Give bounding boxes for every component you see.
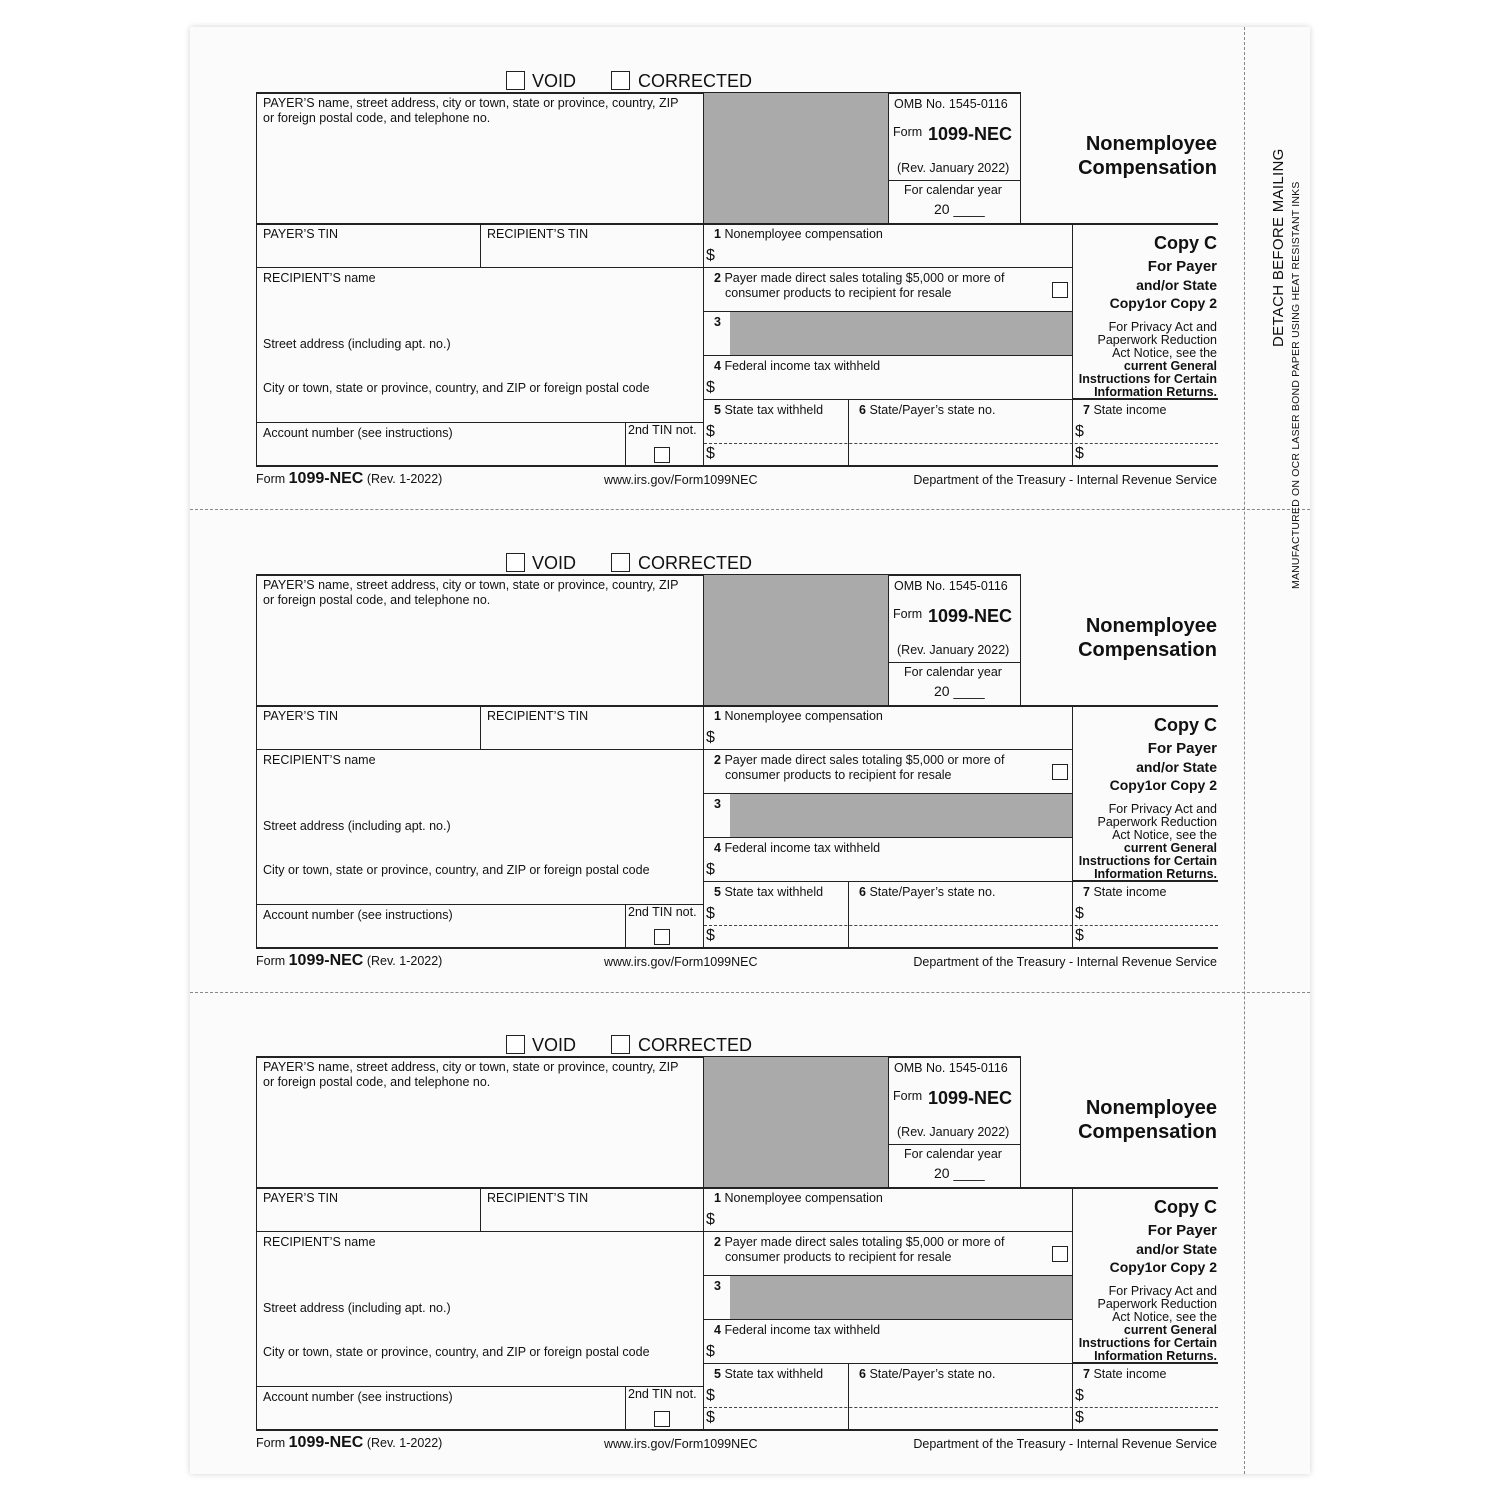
form-title: Nonemployee xyxy=(1085,133,1217,155)
corrected-checkbox[interactable] xyxy=(611,71,630,90)
privacy-notice: Instructions for Certain xyxy=(1078,854,1217,868)
box7-label: 7 State income xyxy=(1083,403,1167,417)
payer-name-label: PAYER’S name, street address, city or town, state or province, country, ZIP xyxy=(263,578,679,592)
void-checkbox[interactable] xyxy=(506,1035,525,1054)
box2-checkbox[interactable] xyxy=(1052,764,1068,780)
row-rule xyxy=(256,705,1218,707)
box1-dollar: $ xyxy=(706,247,715,264)
copy-state: and/or State xyxy=(1136,1241,1217,1257)
row-rule xyxy=(703,837,1072,838)
box3-gray xyxy=(730,794,1072,837)
void-label: VOID xyxy=(532,71,577,91)
omb-left-rule xyxy=(888,92,889,224)
account-number-label: Account number (see instructions) xyxy=(263,426,453,440)
omb-left-rule xyxy=(888,574,889,706)
footer-url[interactable]: www.irs.gov/Form1099NEC xyxy=(604,955,758,969)
box2-label: 2 Payer made direct sales totaling $5,000 or more of xyxy=(714,753,1005,767)
privacy-notice: current General xyxy=(1123,359,1217,373)
box5-dollar: $ xyxy=(706,423,715,440)
box1-dollar: $ xyxy=(706,1211,715,1228)
box2-checkbox[interactable] xyxy=(1052,1246,1068,1262)
privacy-notice: Paperwork Reduction xyxy=(1097,333,1217,347)
privacy-notice: For Privacy Act and xyxy=(1108,1284,1217,1298)
row-rule xyxy=(703,1363,1218,1364)
omb-right-rule xyxy=(1020,574,1021,706)
privacy-notice: Paperwork Reduction xyxy=(1097,815,1217,829)
dashed-rule xyxy=(704,1407,1218,1408)
copy-for: For Payer xyxy=(1147,1222,1217,1239)
privacy-notice: Information Returns. xyxy=(1094,1349,1217,1363)
gray-area xyxy=(704,93,888,224)
form-1099-nec xyxy=(190,509,1310,991)
box6-label: 6 State/Payer’s state no. xyxy=(859,1367,996,1381)
form-title: Nonemployee xyxy=(1085,615,1217,637)
box1-label: 1 Nonemployee compensation xyxy=(714,227,883,241)
tin-divider xyxy=(480,705,481,749)
row-rule xyxy=(703,749,1072,750)
gray-area xyxy=(704,575,888,706)
recipient-name-label: RECIPIENT’S name xyxy=(263,1235,376,1249)
box5-label: 5 State tax withheld xyxy=(714,403,824,417)
void-label: VOID xyxy=(532,1035,577,1055)
left-rule xyxy=(256,1056,257,1430)
notice-rule xyxy=(1073,1362,1218,1363)
box3-gray xyxy=(730,1276,1072,1319)
omb-divider xyxy=(888,662,1020,663)
box6-label: 6 State/Payer’s state no. xyxy=(859,885,996,899)
omb-number: OMB No. 1545-0116 xyxy=(894,97,1008,111)
corrected-label: CORRECTED xyxy=(638,1035,753,1055)
privacy-notice: For Privacy Act and xyxy=(1108,802,1217,816)
void-checkbox[interactable] xyxy=(506,553,525,572)
street-address-label: Street address (including apt. no.) xyxy=(263,819,451,833)
tin-not-divider xyxy=(625,422,626,466)
payer-name-label: or foreign postal code, and telephone no. xyxy=(263,1075,491,1089)
payer-tin-label: PAYER’S TIN xyxy=(263,1191,339,1205)
footer-url[interactable]: www.irs.gov/Form1099NEC xyxy=(604,473,758,487)
corrected-checkbox[interactable] xyxy=(611,1035,630,1054)
box1-label: 1 Nonemployee compensation xyxy=(714,709,883,723)
account-number-label: Account number (see instructions) xyxy=(263,1390,453,1404)
top-rule xyxy=(256,574,1021,576)
row-rule xyxy=(256,267,703,268)
form-title: Nonemployee xyxy=(1085,1097,1217,1119)
calendar-year-label: For calendar year xyxy=(904,665,1002,679)
footer-department: Department of the Treasury - Internal Revenue Service xyxy=(913,473,1217,487)
privacy-notice: Act Notice, see the xyxy=(1112,828,1217,842)
gray-area xyxy=(704,1057,888,1188)
row-rule xyxy=(256,1231,703,1232)
row-rule xyxy=(703,1231,1072,1232)
box7-label: 7 State income xyxy=(1083,1367,1167,1381)
recipient-tin-label: RECIPIENT’S TIN xyxy=(487,227,589,241)
form-word: Form xyxy=(893,125,923,139)
box3-number: 3 xyxy=(714,797,721,811)
footer-url[interactable]: www.irs.gov/Form1099NEC xyxy=(604,1437,758,1451)
city-label: City or town, state or province, country, and ZIP or foreign postal code xyxy=(263,863,650,877)
box3-number: 3 xyxy=(714,315,721,329)
box2-label: 2 Payer made direct sales totaling $5,000 or more of xyxy=(714,1235,1005,1249)
bottom-rule xyxy=(256,465,1218,467)
form-title: Compensation xyxy=(1078,1121,1217,1143)
tin-not-checkbox[interactable] xyxy=(654,929,670,945)
recipient-tin-label: RECIPIENT’S TIN xyxy=(487,709,589,723)
row-rule xyxy=(256,1187,1218,1189)
notice-rule xyxy=(1073,880,1218,881)
form-1099-nec xyxy=(190,991,1310,1473)
form-number: 1099-NEC xyxy=(928,1088,1013,1108)
form-word: Form xyxy=(893,1089,923,1103)
box3-gray xyxy=(730,312,1072,355)
omb-number: OMB No. 1545-0116 xyxy=(894,579,1008,593)
copy-title: Copy C xyxy=(1154,233,1217,253)
footer-form-id: Form 1099-NEC (Rev. 1-2022) xyxy=(256,952,443,969)
box7-dollar: $ xyxy=(1075,905,1084,922)
box2-label: consumer products to recipient for resale xyxy=(725,1250,952,1264)
box5-dollar: $ xyxy=(706,1409,715,1426)
tin-not-divider xyxy=(625,1386,626,1430)
box6-rule xyxy=(848,1363,849,1430)
box3-number: 3 xyxy=(714,1279,721,1293)
tin-not-checkbox[interactable] xyxy=(654,447,670,463)
form-number: 1099-NEC xyxy=(928,124,1013,144)
box4-dollar: $ xyxy=(706,861,715,878)
privacy-notice: Act Notice, see the xyxy=(1112,1310,1217,1324)
omb-right-rule xyxy=(1020,92,1021,224)
copy-12: Copy1or Copy 2 xyxy=(1109,295,1217,311)
copy-12: Copy1or Copy 2 xyxy=(1109,777,1217,793)
account-number-label: Account number (see instructions) xyxy=(263,908,453,922)
street-address-label: Street address (including apt. no.) xyxy=(263,1301,451,1315)
box5-label: 5 State tax withheld xyxy=(714,1367,824,1381)
copy-state: and/or State xyxy=(1136,759,1217,775)
form-revision: (Rev. January 2022) xyxy=(897,1125,1010,1139)
calendar-year-field[interactable]: 20 ____ xyxy=(934,683,985,699)
corrected-label: CORRECTED xyxy=(638,71,753,91)
copy-for: For Payer xyxy=(1147,258,1217,275)
footer-department: Department of the Treasury - Internal Revenue Service xyxy=(913,955,1217,969)
box7-dollar: $ xyxy=(1075,1409,1084,1426)
bottom-rule xyxy=(256,947,1218,949)
payer-name-label: PAYER’S name, street address, city or town, state or province, country, ZIP xyxy=(263,96,679,110)
privacy-notice: Instructions for Certain xyxy=(1078,1336,1217,1350)
omb-divider xyxy=(888,180,1020,181)
row-rule xyxy=(256,749,703,750)
tin-not-label: 2nd TIN not. xyxy=(628,905,697,919)
top-rule xyxy=(256,92,1021,94)
form-revision: (Rev. January 2022) xyxy=(897,643,1010,657)
calendar-year-label: For calendar year xyxy=(904,183,1002,197)
privacy-notice: For Privacy Act and xyxy=(1108,320,1217,334)
box4-label: 4 Federal income tax withheld xyxy=(714,359,881,373)
form-1099-nec xyxy=(190,27,1310,509)
calendar-year-field[interactable]: 20 ____ xyxy=(934,1165,985,1181)
top-rule xyxy=(256,1056,1021,1058)
copy-for: For Payer xyxy=(1147,740,1217,757)
corrected-checkbox[interactable] xyxy=(611,553,630,572)
row-rule xyxy=(256,223,1218,225)
box6-rule xyxy=(848,881,849,948)
form-number: 1099-NEC xyxy=(928,606,1013,626)
detach-note: DETACH BEFORE MAILING xyxy=(1270,148,1287,347)
omb-left-rule xyxy=(888,1056,889,1188)
payer-tin-label: PAYER’S TIN xyxy=(263,227,339,241)
dashed-rule xyxy=(704,925,1218,926)
dashed-rule xyxy=(704,443,1218,444)
footer-form-id: Form 1099-NEC (Rev. 1-2022) xyxy=(256,1434,443,1451)
omb-divider xyxy=(888,1144,1020,1145)
box1-dollar: $ xyxy=(706,729,715,746)
box5-dollar: $ xyxy=(706,905,715,922)
city-label: City or town, state or province, country, and ZIP or foreign postal code xyxy=(263,381,650,395)
copy-12: Copy1or Copy 2 xyxy=(1109,1259,1217,1275)
row-rule xyxy=(703,1319,1072,1320)
box2-label: consumer products to recipient for resale xyxy=(725,768,952,782)
form-title: Compensation xyxy=(1078,157,1217,179)
box5-dollar: $ xyxy=(706,927,715,944)
left-rule xyxy=(256,574,257,948)
calendar-year-label: For calendar year xyxy=(904,1147,1002,1161)
box5-label: 5 State tax withheld xyxy=(714,885,824,899)
privacy-notice: Information Returns. xyxy=(1094,867,1217,881)
payer-name-label: or foreign postal code, and telephone no. xyxy=(263,593,491,607)
omb-right-rule xyxy=(1020,1056,1021,1188)
notice-rule xyxy=(1073,398,1218,399)
box5-dollar: $ xyxy=(706,1387,715,1404)
box2-checkbox[interactable] xyxy=(1052,282,1068,298)
void-label: VOID xyxy=(532,553,577,573)
payer-name-label: or foreign postal code, and telephone no. xyxy=(263,111,491,125)
box4-dollar: $ xyxy=(706,1343,715,1360)
city-label: City or town, state or province, country, and ZIP or foreign postal code xyxy=(263,1345,650,1359)
row-rule xyxy=(703,399,1218,400)
box6-label: 6 State/Payer’s state no. xyxy=(859,403,996,417)
payer-name-label: PAYER’S name, street address, city or town, state or province, country, ZIP xyxy=(263,1060,679,1074)
form-revision: (Rev. January 2022) xyxy=(897,161,1010,175)
recipient-name-label: RECIPIENT’S name xyxy=(263,753,376,767)
box2-label: 2 Payer made direct sales totaling $5,000 or more of xyxy=(714,271,1005,285)
box7-dollar: $ xyxy=(1075,445,1084,462)
box7-label: 7 State income xyxy=(1083,885,1167,899)
privacy-notice: Instructions for Certain xyxy=(1078,372,1217,386)
box6-rule xyxy=(848,399,849,466)
footer-form-id: Form 1099-NEC (Rev. 1-2022) xyxy=(256,470,443,487)
tin-divider xyxy=(480,223,481,267)
form-sheet xyxy=(190,27,1310,1474)
payer-tin-label: PAYER’S TIN xyxy=(263,709,339,723)
manufactured-note: MANUFACTURED ON OCR LASER BOND PAPER USING HEAT RESISTANT INKS xyxy=(1290,181,1302,589)
copy-state: and/or State xyxy=(1136,277,1217,293)
street-address-label: Street address (including apt. no.) xyxy=(263,337,451,351)
tin-not-checkbox[interactable] xyxy=(654,1411,670,1427)
box1-label: 1 Nonemployee compensation xyxy=(714,1191,883,1205)
privacy-notice: current General xyxy=(1123,1323,1217,1337)
tin-divider xyxy=(480,1187,481,1231)
privacy-notice: current General xyxy=(1123,841,1217,855)
recipient-name-label: RECIPIENT’S name xyxy=(263,271,376,285)
privacy-notice: Act Notice, see the xyxy=(1112,346,1217,360)
privacy-notice: Information Returns. xyxy=(1094,385,1217,399)
box7-dollar: $ xyxy=(1075,1387,1084,1404)
bottom-rule xyxy=(256,1429,1218,1431)
form-word: Form xyxy=(893,607,923,621)
box7-dollar: $ xyxy=(1075,927,1084,944)
form-title: Compensation xyxy=(1078,639,1217,661)
left-rule xyxy=(256,92,257,466)
box5-dollar: $ xyxy=(706,445,715,462)
row-rule xyxy=(703,881,1218,882)
row-rule xyxy=(703,267,1072,268)
box7-dollar: $ xyxy=(1075,423,1084,440)
calendar-year-field[interactable]: 20 ____ xyxy=(934,201,985,217)
privacy-notice: Paperwork Reduction xyxy=(1097,1297,1217,1311)
footer-department: Department of the Treasury - Internal Revenue Service xyxy=(913,1437,1217,1451)
omb-number: OMB No. 1545-0116 xyxy=(894,1061,1008,1075)
row-rule xyxy=(703,355,1072,356)
box2-label: consumer products to recipient for resale xyxy=(725,286,952,300)
void-checkbox[interactable] xyxy=(506,71,525,90)
tin-not-divider xyxy=(625,904,626,948)
box4-dollar: $ xyxy=(706,379,715,396)
copy-title: Copy C xyxy=(1154,1197,1217,1217)
copy-title: Copy C xyxy=(1154,715,1217,735)
recipient-tin-label: RECIPIENT’S TIN xyxy=(487,1191,589,1205)
box4-label: 4 Federal income tax withheld xyxy=(714,841,881,855)
box4-label: 4 Federal income tax withheld xyxy=(714,1323,881,1337)
corrected-label: CORRECTED xyxy=(638,553,753,573)
tin-not-label: 2nd TIN not. xyxy=(628,423,697,437)
tin-not-label: 2nd TIN not. xyxy=(628,1387,697,1401)
